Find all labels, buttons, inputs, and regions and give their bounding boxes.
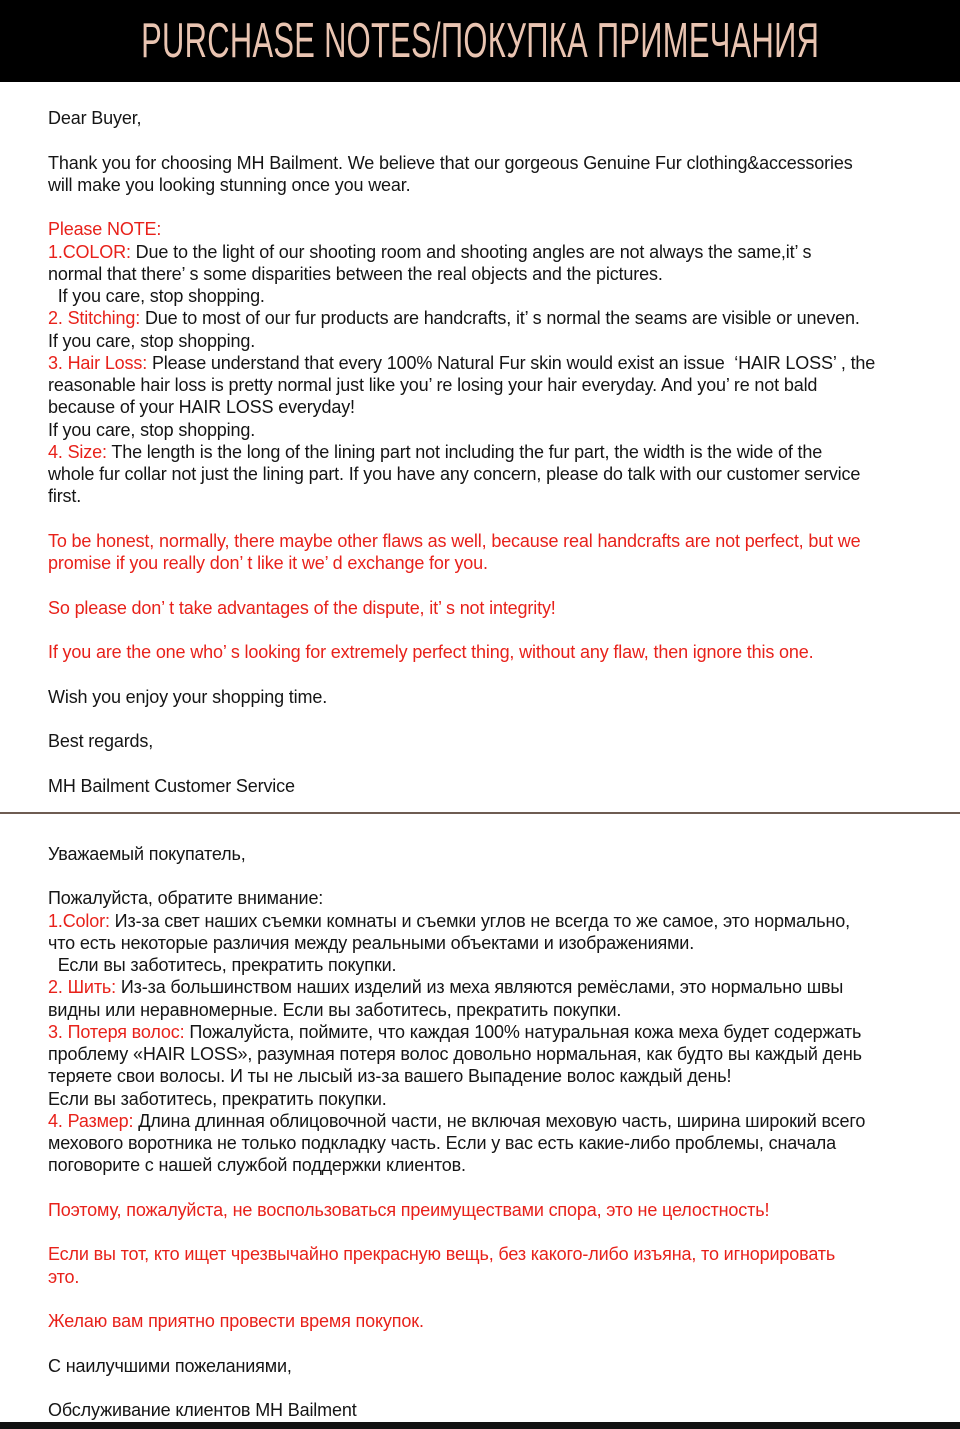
text-segment: If you are the one who’ s looking for extremely perfect thing, without any flaw, then ignore this one. (48, 642, 814, 662)
text-segment: 4. Size: (48, 441, 107, 462)
text-line (48, 307, 960, 329)
text-line (48, 374, 960, 396)
text-line (48, 330, 960, 352)
blank-line (48, 619, 960, 641)
blank-line (48, 1377, 960, 1399)
text-segment: 2. Шить: (48, 977, 116, 998)
text-segment: 4. Размер: (48, 1110, 134, 1131)
header-banner (0, 0, 960, 82)
text-segment: Если вы тот, кто ищет чрезвычайно прекрасную вещь, без какого-либо изъяна, то игнорировать (48, 1244, 836, 1265)
text-line (48, 843, 960, 865)
text-line (48, 775, 960, 797)
text-line (48, 463, 960, 485)
text-segment: To be honest, normally, there maybe other flaws as well, because real handcrafts are not perfect, but we (48, 530, 861, 551)
text-line (48, 1243, 960, 1265)
text-segment: Длина длинная облицовочной части, не включая меховую часть, ширина широкий всего (133, 1110, 866, 1131)
text-segment: это. (48, 1266, 80, 1287)
text-segment: мехового воротника не только подкладку часть. Если у вас есть какие-либо проблемы, сначала (48, 1133, 837, 1153)
text-line (48, 1199, 960, 1221)
blank-line (48, 1221, 960, 1243)
text-line (48, 999, 960, 1021)
text-segment: If you care, stop shopping. (48, 419, 256, 440)
text-segment: If you care, stop shopping. (48, 286, 265, 306)
text-segment: Please understand that every 100% Natural Fur skin would exist an issue ‘HAIR LOSS’ , the (147, 352, 876, 373)
text-line (48, 597, 960, 619)
text-segment: Please NOTE: (48, 219, 162, 240)
text-line (48, 1065, 960, 1087)
text-line (48, 910, 960, 932)
text-line (48, 241, 960, 263)
text-segment: поговорите с нашей службой поддержки клиентов. (48, 1155, 466, 1176)
text-line (48, 485, 960, 507)
text-segment: normal that there’ s some disparities between the real objects and the pictures. (48, 263, 663, 284)
russian-section (48, 843, 960, 1422)
text-segment: Wish you enjoy your shopping time. (48, 686, 328, 707)
blank-line (48, 752, 960, 774)
blank-line (48, 129, 960, 151)
text-segment: Dear Buyer, (48, 108, 142, 128)
text-segment: MH Bailment Customer Service (48, 775, 295, 796)
text-line (48, 1088, 960, 1110)
text-segment: because of your HAIR LOSS everyday! (48, 397, 355, 418)
blank-line (48, 865, 960, 887)
blank-line (48, 574, 960, 596)
text-segment: 3. Hair Loss: (48, 352, 148, 373)
text-segment: promise if you really don’ t like it we’ d exchange for you. (48, 553, 488, 573)
text-segment: Если вы заботитесь, прекратить покупки. (48, 1088, 387, 1109)
text-segment: 1.Color: (48, 910, 110, 931)
text-line (48, 686, 960, 708)
blank-line (48, 508, 960, 530)
text-segment: So please don’ t take advantages of the dispute, it’ s not integrity! (48, 597, 556, 618)
text-line (48, 441, 960, 463)
text-segment: Из-за свет наших съемки комнаты и съемки углов не всегда то же самое, это нормально, (109, 910, 850, 931)
text-segment: Due to the light of our shooting room and shooting angles are not always the same,it’ s (130, 241, 812, 262)
text-line (48, 1110, 960, 1132)
text-segment: Уважаемый покупатель, (48, 843, 246, 864)
text-segment: С наилучшими пожеланиями, (48, 1355, 292, 1376)
text-segment: first. (48, 486, 82, 507)
text-line (48, 1310, 960, 1332)
text-segment: Обслуживание клиентов MH Bailment (48, 1400, 357, 1420)
text-segment: The length is the long of the lining part not including the fur part, the width is the wide of the (106, 441, 823, 462)
text-line (48, 1021, 960, 1043)
text-line (48, 730, 960, 752)
blank-line (48, 196, 960, 218)
text-segment: 1.COLOR: (48, 241, 131, 262)
text-line (48, 419, 960, 441)
text-segment: Из-за большинством наших изделий из меха являются ремёслами, это нормально швы (116, 977, 844, 998)
text-line (48, 352, 960, 374)
text-line (48, 1399, 960, 1421)
text-segment: will make you looking stunning once you wear. (48, 174, 411, 195)
text-line (48, 1132, 960, 1154)
text-segment: что есть некоторые различия между реальными объектами и изображениями. (48, 932, 695, 953)
section-divider (0, 812, 960, 814)
text-line (48, 263, 960, 285)
text-line (48, 285, 960, 307)
text-line (48, 107, 960, 129)
text-line (48, 641, 960, 663)
text-segment: 2. Stitching: (48, 308, 141, 329)
text-segment: видны или неравномерные. Если вы заботитесь, прекратить покупки. (48, 999, 622, 1020)
text-segment: If you care, stop shopping. (48, 330, 256, 351)
text-segment: проблему «HAIR LOSS», разумная потеря волос довольно нормальная, как будто вы каждый день (48, 1044, 862, 1064)
text-segment: Best regards, (48, 731, 154, 751)
text-segment: 3. Потеря волос: (48, 1021, 185, 1042)
text-line (48, 1043, 960, 1065)
text-line (48, 1154, 960, 1176)
text-line (48, 218, 960, 240)
blank-line (48, 708, 960, 730)
blank-line (48, 663, 960, 685)
notes-content (0, 82, 960, 1421)
text-segment: Due to most of our fur products are handcrafts, it’ s normal the seams are visible or uneven. (140, 308, 860, 329)
text-line (48, 396, 960, 418)
blank-line (48, 1332, 960, 1354)
text-line (48, 1266, 960, 1288)
text-segment: Поэтому, пожалуйста, не воспользоваться преимуществами спора, это не целостность! (48, 1199, 770, 1220)
text-segment: Thank you for choosing MH Bailment. We believe that our gorgeous Genuine Fur clothing&accessories (48, 152, 853, 173)
text-line (48, 932, 960, 954)
page-title: PURCHASE NOTES/ПОКУПКА ПРИМЕЧАНИЯ (140, 14, 820, 68)
text-segment: whole fur collar not just the lining part. If you have any concern, please do talk with our customer service (48, 464, 861, 484)
text-line (48, 152, 960, 174)
text-segment: Пожалуйста, поймите, что каждая 100% натуральная кожа меха будет содержать (184, 1021, 862, 1042)
text-segment: теряете свои волосы. И ты не лысый из-за вашего Выпадение волос каждый день! (48, 1066, 732, 1087)
text-line (48, 552, 960, 574)
blank-line (48, 1177, 960, 1199)
blank-line (48, 1288, 960, 1310)
text-line (48, 1355, 960, 1377)
text-line (48, 530, 960, 552)
text-line (48, 174, 960, 196)
text-segment: reasonable hair loss is pretty normal just like you’ re losing your hair everyday. And you’ re not bald (48, 375, 818, 395)
text-line (48, 976, 960, 998)
text-segment: Если вы заботитесь, прекратить покупки. (48, 955, 397, 975)
english-section (48, 107, 960, 797)
bottom-bar (0, 1422, 960, 1429)
text-line (48, 887, 960, 909)
text-segment: Пожалуйста, обратите внимание: (48, 888, 324, 909)
text-segment: Желаю вам приятно провести время покупок. (48, 1311, 424, 1331)
text-line (48, 954, 960, 976)
